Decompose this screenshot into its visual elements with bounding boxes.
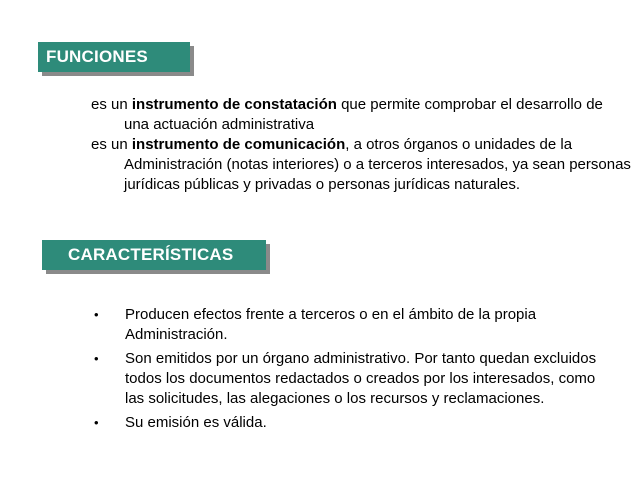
list-item bbox=[91, 349, 611, 409]
list-item-text: Su emisión es válida. bbox=[125, 414, 267, 431]
paragraph-suffix: que permite comprobar el desarrollo de una actuación administrativa bbox=[124, 96, 603, 133]
paragraph-bold-term: instrumento de constatación bbox=[131, 96, 337, 113]
paragraph-prefix: es un bbox=[91, 136, 132, 153]
funciones-heading: FUNCIONES bbox=[38, 42, 190, 72]
paragraph-suffix: , a otros órganos o unidades de la Administración (notas interiores) o a terceros interesados, ya sean personas jurídicas públicas y privadas o personas jurídicas naturales. bbox=[124, 136, 631, 193]
caracteristicas-list bbox=[91, 305, 611, 437]
bullet-icon: • bbox=[94, 307, 99, 322]
caracteristicas-heading: CARACTERÍSTICAS bbox=[42, 240, 266, 270]
list-item-text: Son emitidos por un órgano administrativo. Por tanto quedan excluidos todos los documentos redactados o creados por los interesados, como las solicitudes, las alegaciones o los recursos y reclamaciones. bbox=[125, 350, 597, 407]
paragraph-bold-term: instrumento de comunicación bbox=[131, 136, 346, 153]
list-item-text: Producen efectos frente a terceros o en el ámbito de la propia Administración. bbox=[125, 306, 537, 343]
funciones-paragraph-constatacion bbox=[91, 95, 624, 135]
bullet-icon: • bbox=[94, 415, 99, 430]
list-item bbox=[91, 413, 611, 433]
paragraph-prefix: es un bbox=[91, 96, 132, 113]
bullet-icon: • bbox=[94, 351, 99, 366]
list-item bbox=[91, 305, 611, 345]
funciones-paragraph-comunicacion bbox=[91, 135, 638, 195]
